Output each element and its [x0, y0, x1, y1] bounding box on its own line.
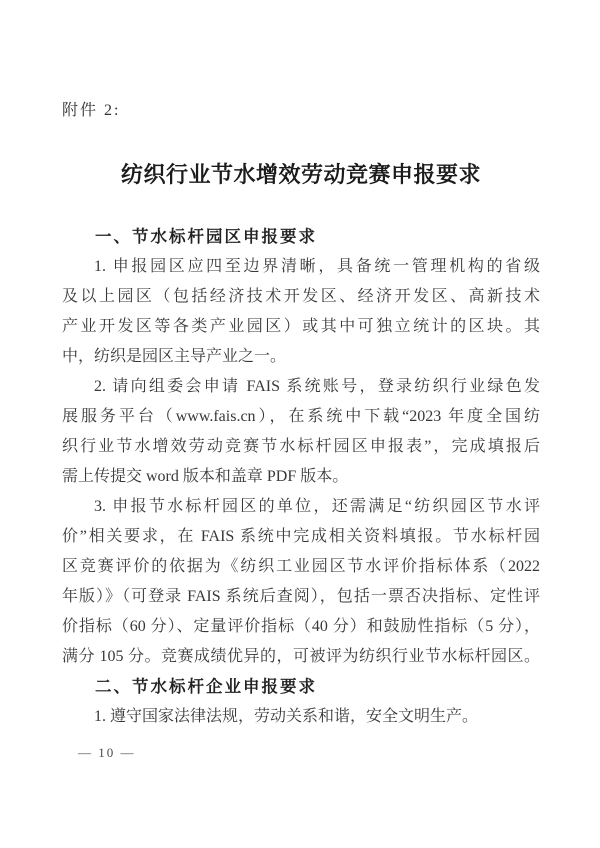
paragraph-3-line-1: 3. 申报节水标杆园区的单位，还需满足“纺织园区节水评 [94, 498, 540, 515]
document-content [62, 100, 540, 732]
paragraph-1-line-4: 中，纺织是园区主导产业之一。 [62, 348, 287, 365]
paragraph-4-line-1: 1. 遵守国家法律法规，劳动关系和谐，安全文明生产。 [94, 708, 479, 725]
page-number: — 10 — [78, 745, 136, 760]
paragraph-2-line-3: 织行业节水增效劳动竞赛节水标杆园区申报表”，完成填报后 [62, 438, 540, 455]
paragraph-1-line-3: 产业开发区等各类产业园区）或其中可独立统计的区块。其 [62, 318, 540, 335]
paragraph-2-line-4: 需上传提交 word 版本和盖章 PDF 版本。 [62, 468, 349, 485]
paragraph-1-line-2: 及以上园区（包括经济技术开发区、经济开发区、高新技术 [62, 288, 540, 305]
paragraph-3-line-5: 价指标（60 分）、定量评价指标（40 分）和鼓励性指标（5 分）， [62, 618, 540, 635]
document-title: 纺织行业节水增效劳动竞赛申报要求 [120, 162, 481, 187]
paragraph-3-line-6: 满分 105 分。竞赛成绩优异的，可被评为纺织行业节水标杆园区。 [62, 648, 540, 665]
attachment-label: 附件 2: [62, 102, 121, 119]
paragraph-2-line-2: 展服务平台（www.fais.cn），在系统中下载“2023 年度全国纺 [62, 408, 540, 425]
paragraph-1-line-1: 1. 申报园区应四至边界清晰，具备统一管理机构的省级 [94, 258, 540, 275]
section-1-heading: 一、节水标杆园区申报要求 [95, 227, 317, 246]
paragraph-3-line-3: 区竞赛评价的依据为《纺织工业园区节水评价指标体系（2022 [62, 558, 540, 575]
paragraph-3-line-2: 价”相关要求，在 FAIS 系统中完成相关资料填报。节水标杆园 [62, 528, 540, 545]
paragraph-3-line-4: 年版）》（可登录 FAIS 系统后查阅），包括一票否决指标、定性评 [62, 588, 540, 605]
paragraph-2-line-1: 2. 请向组委会申请 FAIS 系统账号，登录纺织行业绿色发 [94, 378, 540, 395]
section-2-heading: 二、节水标杆企业申报要求 [95, 677, 317, 696]
